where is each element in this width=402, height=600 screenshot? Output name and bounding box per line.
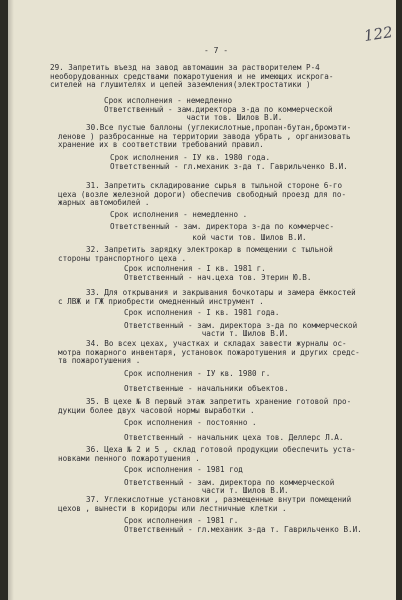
deadline-line: Срок исполнения - IУ кв. 1980 г. [124,369,271,378]
responsible-line: кой части тов. Шилов В.И. [110,233,307,243]
responsible-line: Ответственный - начальник цеха тов. Деллерс Л.А. [124,432,344,442]
responsible-line: части тов. Шилов В.И. [104,113,283,123]
text-line: тв пожаротушения . [58,356,141,366]
deadline-line: Срок исполнения - IУ кв. 1980 года. [110,153,271,162]
item-30-text [58,124,351,150]
responsible-line: Ответственный - зам. директора з-да по коммерчес- [110,221,335,231]
item-36-text [58,446,356,463]
text-line: необорудованных средствами пожаротушения и не имеющих искрога- [50,71,334,81]
responsible-line: Ответственный - нач.цеха тов. Этерин Ю.В. [124,272,312,282]
item-33-text [58,289,356,306]
responsible-line: части т. Шилов В.И. [124,486,289,496]
item-35-text [58,398,351,415]
page-edge-shadow [8,0,14,600]
responsible-line: Ответственный - гл.механик з-да т. Гаврильченко В.И. [110,161,348,171]
text-line: с ЛВЖ и ГЖ приобрести омедненный инструмент . [58,296,264,306]
item-37-details [124,517,362,534]
page-number: - 7 - [204,46,229,55]
deadline-line: Срок исполнения - немедленно [104,96,233,105]
document-page [8,0,396,600]
item-29-text [50,64,333,90]
text-line: 31. Запретить складирование сырья в тыльной стороне 6-го [86,181,343,190]
responsible-line: Ответственные - начальники объектов. [124,383,289,393]
text-line: 33. Для открывания и закрывания бочкотары и замера ёмкостей [86,288,356,297]
responsible-line: Ответственный - зам. директора по коммерческой [124,477,335,487]
text-line: сителей на глушителях и цепей заземления(электростатики ) [50,80,311,90]
responsible-line: Ответственный - гл.механик з-да т. Гаврильченко В.И. [124,524,362,534]
deadline-line: Срок исполнения - немедленно . [110,210,248,219]
text-line: хранение их в соответствии требований правил. [58,140,264,150]
text-line: жарных автомобилей . [58,198,150,208]
item-30-details [110,154,348,171]
text-line: дукции более двух часовой нормы выработки . [58,405,255,415]
text-line: новками пенного пожаротушения . [58,453,200,463]
item-37-text [58,496,351,513]
responsible-line: Ответственный - зам.директора з-да по коммерческой [104,104,333,114]
text-line: 30.Все пустые баллоны (углекислотные,пропан-бутан,бромэти- [86,123,352,132]
responsible-line: Ответственный - зам. директора з-да по коммерческой [124,320,358,330]
item-34-text [58,340,360,366]
text-line: 32. Запретить зарядку электрокар в помещении с тыльной [86,245,333,254]
text-line: 34. Во всех цехах, участках и складах завести журналы ос- [86,339,347,348]
item-31-details [110,211,334,243]
item-31-text [58,182,346,208]
deadline-line: Срок исполнения - постоянно . [124,418,257,427]
deadline-line: Срок исполнения - I кв. 1981 г. [124,264,266,273]
item-35-details [124,419,343,442]
text-line: 29. Запретить въезд на завод автомашин за растворителем Р-4 [50,63,320,72]
item-32-text [58,246,333,263]
deadline-line: Срок исполнения - 1981 г. [124,516,239,525]
item-34-details [124,370,289,393]
deadline-line: Срок исполнения - 1981 год [124,465,243,474]
text-line: ленове ) разбросанные на территории завода убрать , организовать [58,131,351,141]
deadline-line: Срок исполнения - I кв. 1981 года. [124,308,280,317]
item-36-details [124,466,334,496]
text-line: цехов , вынести в коридоры или лестничные клетки . [58,503,287,513]
text-line: 36. Цеха № 2 и 5 , склад готовой продукции обеспечить уста- [86,445,356,454]
responsible-line: части т. Шилов В.И. [124,329,289,339]
handwritten-page-mark: 122 [362,23,394,45]
item-33-details [124,309,357,339]
text-line: стороны транспортного цеха . [58,253,187,263]
item-29-details [104,97,333,123]
text-line: 37. Углекислотные установки , размещенные внутри помещений [86,495,352,504]
item-32-details [124,265,311,282]
text-line: цеха (возле железной дороги) обеспечив свободный проезд для по- [58,189,347,199]
text-line: мотра пожарного инвентаря, установок пожаротушения и других средс- [58,347,360,357]
text-line: 35. В цехе № 8 первый этаж запретить хранение готовой про- [86,397,352,406]
